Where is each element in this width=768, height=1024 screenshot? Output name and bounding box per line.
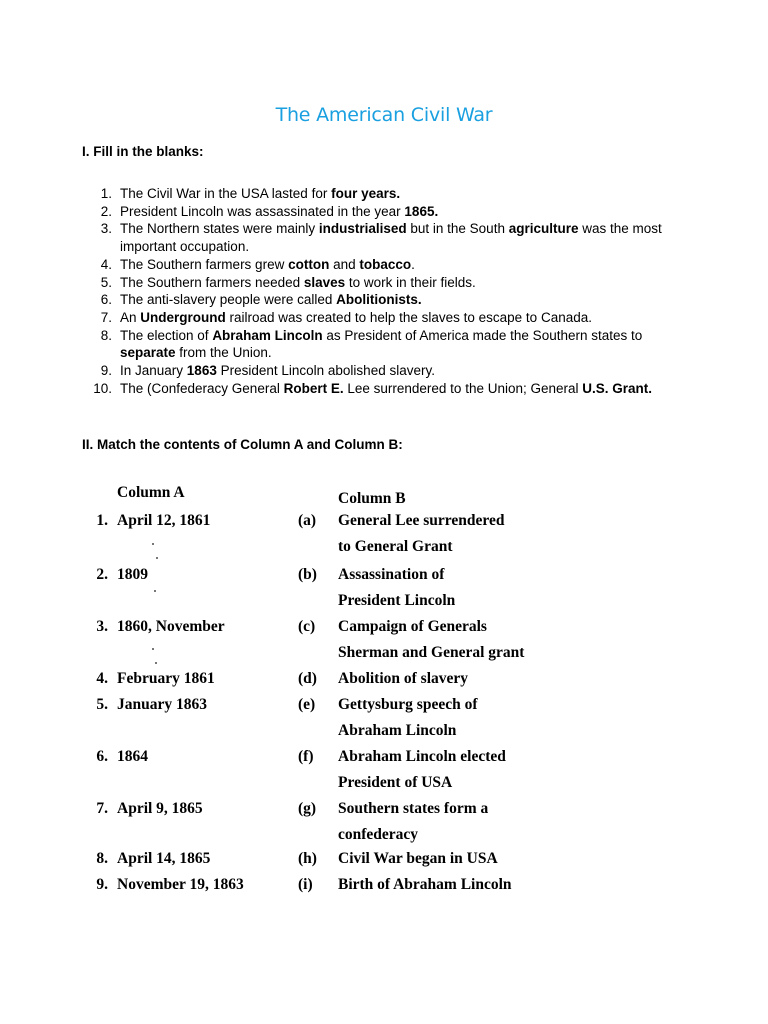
column-a-date: January 1863	[117, 696, 207, 713]
column-b-description	[338, 872, 568, 898]
blank-item	[82, 256, 682, 274]
column-b-letter: (e)	[298, 696, 316, 713]
item-number: 4.	[100, 256, 112, 272]
item-number: 2.	[100, 203, 112, 219]
blank-item	[82, 203, 682, 221]
answer-text: separate	[120, 345, 176, 361]
column-b-description	[338, 666, 568, 692]
column-b-description	[338, 744, 568, 796]
item-text: The Civil War in the USA lasted for	[120, 186, 332, 201]
description-line: Abraham Lincoln elected	[338, 748, 506, 765]
answer-text: cotton	[288, 256, 330, 272]
answer-text: 1863	[186, 363, 217, 379]
blank-item	[82, 309, 682, 327]
item-number: 5.	[100, 274, 112, 290]
answer-text: tobacco	[359, 256, 412, 272]
column-b-header: Column B	[338, 490, 406, 507]
answer-text: industrialised	[318, 221, 407, 237]
description-line: President Lincoln	[338, 592, 456, 609]
answer-text: Underground	[140, 309, 226, 325]
answer-text: Robert E.	[283, 380, 344, 396]
item-number: 8.	[100, 327, 112, 343]
column-a-date: 1860, November	[117, 618, 225, 635]
item-text: The Southern farmers needed	[120, 274, 304, 290]
fill-blanks-list	[82, 185, 682, 397]
description-line: Assassination of	[338, 566, 445, 583]
page-title: The American Civil War	[275, 104, 493, 126]
item-text: The anti-slavery people were called	[120, 292, 337, 308]
description-line: Southern states form a	[338, 800, 489, 817]
column-a-date: November 19, 1863	[117, 876, 244, 893]
item-text: was the most important occupation.	[120, 221, 662, 255]
item-text: President Lincoln was assassinated in the year	[120, 203, 405, 219]
item-text: Lee surrendered to the Union; General	[343, 380, 583, 396]
item-text: In January	[120, 363, 187, 379]
column-a-date: 1809	[117, 566, 148, 583]
scan-speck	[152, 648, 154, 650]
row-number: 5.	[96, 696, 108, 713]
column-a-date: April 9, 1865	[117, 800, 203, 817]
item-text: from the Union.	[175, 345, 272, 361]
description-line: Abraham Lincoln	[338, 722, 457, 739]
blank-item	[82, 362, 682, 380]
column-b-description	[338, 508, 568, 560]
description-line: Abolition of slavery	[338, 670, 469, 687]
section-heading-fill-blanks: I. Fill in the blanks:	[82, 144, 204, 159]
item-text: .	[411, 256, 415, 272]
row-number: 9.	[96, 876, 108, 893]
item-number: 3.	[100, 221, 112, 237]
item-number: 9.	[100, 363, 112, 379]
blank-item	[82, 185, 682, 203]
column-a-date: February 1861	[117, 670, 215, 687]
item-text: The (Confederacy General	[120, 380, 284, 396]
description-line: confederacy	[338, 826, 419, 843]
column-a-header: Column A	[117, 484, 185, 501]
answer-text: U.S. Grant.	[582, 380, 653, 396]
description-line: to General Grant	[338, 538, 453, 555]
column-a-date: 1864	[117, 748, 148, 765]
item-text: President Lincoln abolished slavery.	[216, 363, 435, 379]
description-line: Birth of Abraham Lincoln	[338, 876, 512, 893]
column-a-date: April 14, 1865	[117, 850, 211, 867]
blank-item	[82, 380, 682, 398]
answer-text: agriculture	[508, 221, 579, 237]
column-b-letter: (a)	[298, 512, 317, 529]
item-text: railroad was created to help the slaves to escape to Canada.	[225, 309, 592, 325]
answer-text: four years.	[331, 186, 401, 201]
answer-text: 1865.	[404, 203, 439, 219]
column-b-letter: (f)	[298, 748, 314, 765]
answer-text: Abolitionists.	[336, 292, 422, 308]
item-number: 7.	[100, 309, 112, 325]
column-b-description	[338, 614, 568, 666]
row-number: 8.	[96, 850, 108, 867]
item-text: The Southern farmers grew	[120, 256, 289, 272]
item-text: to work in their fields.	[345, 274, 476, 290]
item-text: as President of America made the Southern states to	[322, 327, 643, 343]
item-number: 6.	[100, 292, 112, 308]
column-b-description	[338, 562, 568, 614]
blank-item	[82, 220, 682, 255]
row-number: 4.	[96, 670, 108, 687]
blank-item	[82, 274, 682, 292]
blank-item	[82, 327, 682, 362]
scan-speck	[155, 662, 157, 664]
answer-text: Abraham Lincoln	[212, 327, 323, 343]
column-b-letter: (h)	[298, 850, 317, 867]
description-line: President of USA	[338, 774, 453, 791]
column-b-letter: (b)	[298, 566, 317, 583]
section-heading-match: II. Match the contents of Column A and Column B:	[82, 437, 403, 452]
column-b-letter: (c)	[298, 618, 316, 635]
item-number: 1.	[100, 186, 112, 201]
column-b-letter: (i)	[298, 876, 313, 893]
column-b-description	[338, 796, 568, 848]
item-number: 10.	[93, 380, 112, 396]
row-number: 1.	[96, 512, 108, 529]
description-line: Gettysburg speech of	[338, 696, 478, 713]
row-number: 7.	[96, 800, 108, 817]
column-a-date: April 12, 1861	[117, 512, 211, 529]
row-number: 2.	[96, 566, 108, 583]
item-text: An	[120, 309, 141, 325]
item-text: The Northern states were mainly	[120, 221, 319, 237]
scan-speck	[156, 557, 158, 559]
column-b-description	[338, 846, 568, 872]
description-line: Civil War began in USA	[338, 850, 498, 867]
column-b-letter: (g)	[298, 800, 317, 817]
description-line: General Lee surrendered	[338, 512, 505, 529]
column-b-letter: (d)	[298, 670, 317, 687]
scan-speck	[154, 590, 156, 592]
item-text: but in the South	[406, 221, 509, 237]
scan-speck	[152, 543, 154, 545]
row-number: 6.	[96, 748, 108, 765]
description-line: Sherman and General grant	[338, 644, 525, 661]
blank-item	[82, 291, 682, 309]
item-text: The election of	[120, 327, 213, 343]
row-number: 3.	[96, 618, 108, 635]
item-text: and	[329, 256, 360, 272]
description-line: Campaign of Generals	[338, 618, 487, 635]
answer-text: slaves	[303, 274, 346, 290]
column-b-description	[338, 692, 568, 744]
